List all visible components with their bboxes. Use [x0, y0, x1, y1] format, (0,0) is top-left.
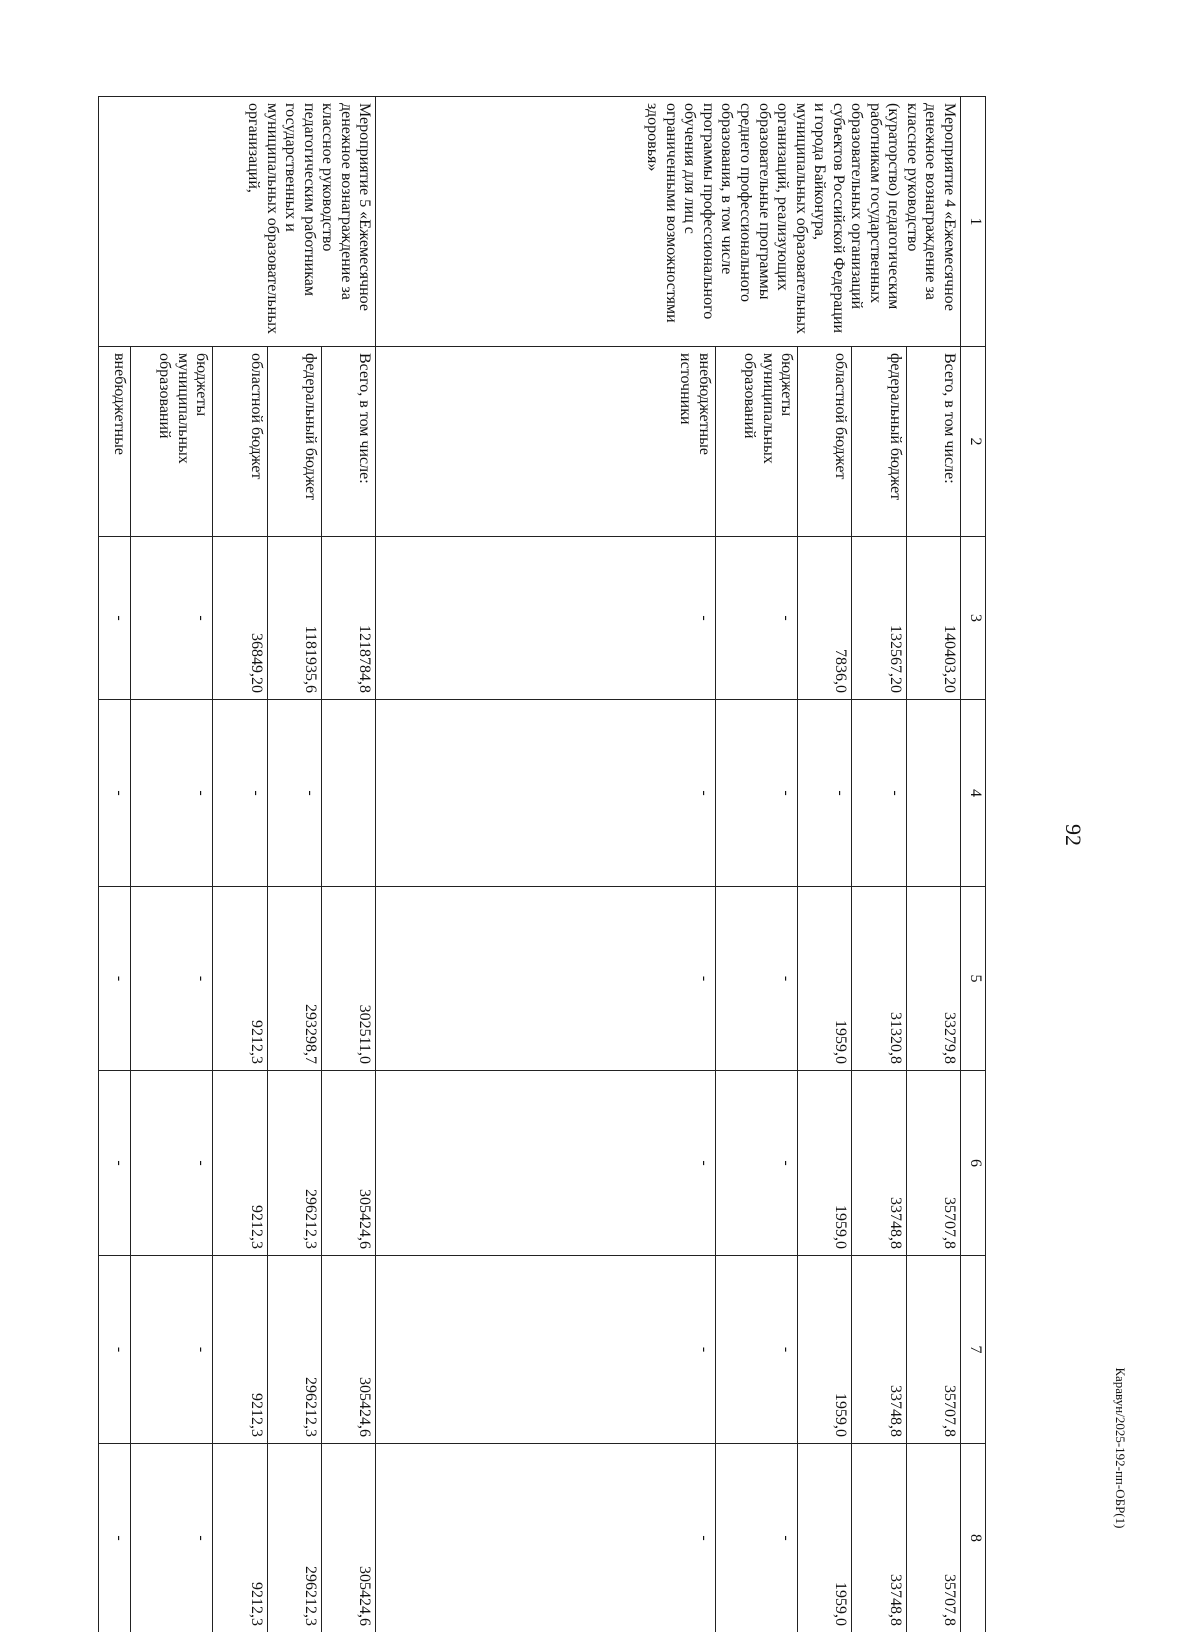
table-row [321, 97, 375, 1633]
funding-source: федеральный бюджет [852, 347, 906, 537]
value-col3: 132567,20 [852, 537, 906, 700]
page-number: 92 [1061, 824, 1086, 846]
funding-source: бюджеты муниципальных образований [131, 347, 213, 537]
value-col4: - [852, 700, 906, 887]
value-col4: - [376, 700, 715, 887]
value-col7: 33748,8 [852, 1256, 906, 1444]
value-col4 [906, 700, 960, 887]
value-col7: - [131, 1256, 213, 1444]
value-col5: - [715, 887, 797, 1071]
value-col5: - [131, 887, 213, 1071]
value-col4: - [213, 700, 267, 887]
value-col6: - [376, 1071, 715, 1256]
value-col6: - [131, 1071, 213, 1256]
value-col3: 1181935,6 [267, 537, 321, 700]
value-col3: - [99, 537, 131, 700]
value-col8: 1959,0 [798, 1444, 852, 1633]
value-col3: - [376, 537, 715, 700]
value-col4: - [715, 700, 797, 887]
column-header-5: 5 [961, 887, 986, 1071]
value-col7: - [376, 1256, 715, 1444]
value-col7: 1959,0 [798, 1256, 852, 1444]
measure-description: Мероприятие 5 «Ежемесячное денежное вознаграждение за классное руководство педагогическим работникам государственных и муниципальных образовательных организаций, [99, 97, 376, 347]
value-col4 [321, 700, 375, 887]
value-col4: - [99, 700, 131, 887]
value-col6: 1959,0 [798, 1071, 852, 1256]
column-header-2: 2 [961, 347, 986, 537]
value-col4: - [131, 700, 213, 887]
financing-table [98, 96, 986, 1632]
value-col5: 31320,8 [852, 887, 906, 1071]
value-col3: 1218784,8 [321, 537, 375, 700]
value-col7: 305424,6 [321, 1256, 375, 1444]
column-header-8: 8 [961, 1444, 986, 1633]
funding-source: внебюджетные источники [376, 347, 715, 537]
value-col7: 35707,8 [906, 1256, 960, 1444]
header-row [961, 97, 986, 1633]
value-col7: 296212,3 [267, 1256, 321, 1444]
funding-source: внебюджетные [99, 347, 131, 537]
value-col5: 1959,0 [798, 887, 852, 1071]
value-col8: 305424,6 [321, 1444, 375, 1633]
column-header-3: 3 [961, 537, 986, 700]
value-col8: - [715, 1444, 797, 1633]
value-col3: - [131, 537, 213, 700]
value-col6: - [99, 1071, 131, 1256]
column-header-7: 7 [961, 1256, 986, 1444]
document-footer: Каравун/2025-192-пп-ОБР(1) [1113, 1367, 1128, 1529]
funding-source: федеральный бюджет [267, 347, 321, 537]
value-col3: 36849,20 [213, 537, 267, 700]
funding-source: бюджеты муниципальных образований [715, 347, 797, 537]
value-col5: - [99, 887, 131, 1071]
value-col6: 33748,8 [852, 1071, 906, 1256]
value-col3: 140403,20 [906, 537, 960, 700]
value-col7: - [715, 1256, 797, 1444]
table-container [98, 96, 986, 1632]
value-col6: 9212,3 [213, 1071, 267, 1256]
value-col8: 35707,8 [906, 1444, 960, 1633]
value-col8: 296212,3 [267, 1444, 321, 1633]
value-col6: 305424,6 [321, 1071, 375, 1256]
value-col6: - [715, 1071, 797, 1256]
funding-source: областной бюджет [798, 347, 852, 537]
value-col8: - [131, 1444, 213, 1633]
value-col8: - [376, 1444, 715, 1633]
value-col8: 9212,3 [213, 1444, 267, 1633]
column-header-1: 1 [961, 97, 986, 347]
value-col6: 35707,8 [906, 1071, 960, 1256]
value-col7: 9212,3 [213, 1256, 267, 1444]
column-header-6: 6 [961, 1071, 986, 1256]
value-col7: - [99, 1256, 131, 1444]
measure-description: Мероприятие 4 «Ежемесячное денежное вознаграждение за классное руководство (кураторство) педагогическим работникам государственных образовательных организаций субъектов Российской Федерации и города Байконура, муниципальных образовательных организаций, реализующих образовательные программы среднего профессионального образования, в том числе программы профессионального обучения для лиц с ограниченными возможностями здоровья» [376, 97, 961, 347]
value-col8: 33748,8 [852, 1444, 906, 1633]
value-col5: 33279,8 [906, 887, 960, 1071]
value-col4: - [798, 700, 852, 887]
value-col6: 296212,3 [267, 1071, 321, 1256]
funding-source: областной бюджет [213, 347, 267, 537]
value-col5: - [376, 887, 715, 1071]
funding-source: Всего, в том числе: [906, 347, 960, 537]
funding-source: Всего, в том числе: [321, 347, 375, 537]
value-col8: - [99, 1444, 131, 1633]
value-col5: 302511,0 [321, 887, 375, 1071]
column-header-4: 4 [961, 700, 986, 887]
table-row [906, 97, 960, 1633]
value-col5: 9212,3 [213, 887, 267, 1071]
value-col5: 293298,7 [267, 887, 321, 1071]
value-col4: - [267, 700, 321, 887]
value-col3: 7836,0 [798, 537, 852, 700]
value-col3: - [715, 537, 797, 700]
